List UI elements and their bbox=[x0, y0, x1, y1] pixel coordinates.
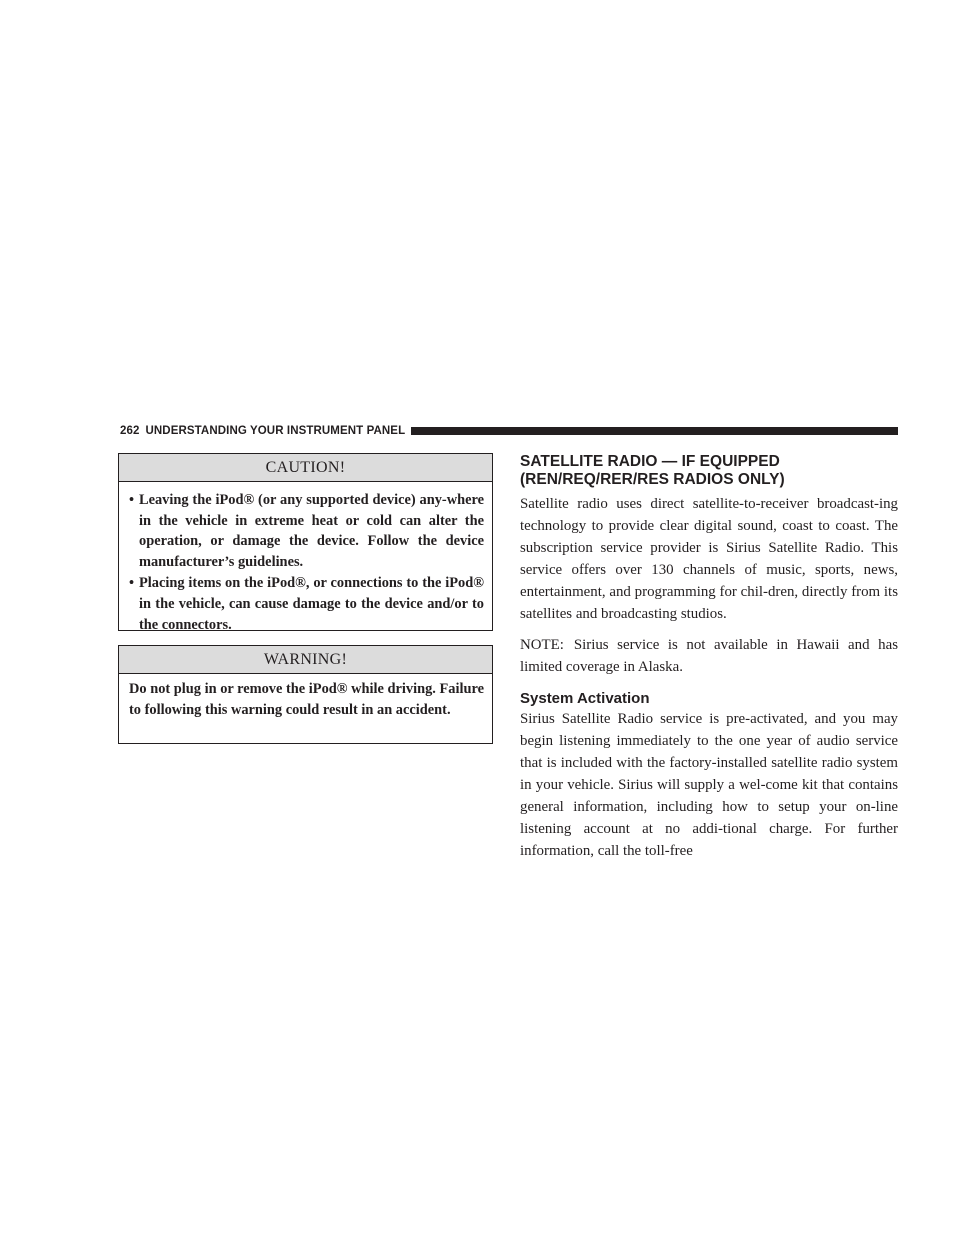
caution-bullet bbox=[129, 490, 484, 572]
caution-bullet-text: Leaving the iPod® (or any supported device) any-where in the vehicle in extreme heat or cold can alter the operation, or damage the device. Follow the device manufacturer’s guidelines. bbox=[139, 492, 484, 570]
intro-paragraph: Satellite radio uses direct satellite-to-receiver broadcast-ing technology to provide clear digital sound, coast to coast. The subscription service provider is Sirius Satellite Radio. This service offers over 130 channels of music, sports, news, entertainment, and programming for chil-dren, directly from its satellites and broadcasting studios. bbox=[520, 496, 898, 622]
note-paragraph bbox=[520, 634, 898, 678]
warning-text: Do not plug in or remove the iPod® while driving. Failure to following this warning could result in an accident. bbox=[129, 681, 484, 718]
subheading: System Activation bbox=[520, 690, 650, 707]
caution-bullet-text: Placing items on the iPod®, or connections to the iPod® in the vehicle, can cause damage to the device and/or to the connectors. bbox=[139, 575, 484, 633]
caution-body bbox=[119, 482, 492, 644]
warning-title: WARNING! bbox=[119, 646, 492, 674]
satellite-radio-section bbox=[520, 453, 898, 862]
activation-paragraph: Sirius Satellite Radio service is pre-activated, and you may begin listening immediately to the one year of audio service that is included with the factory-installed satellite radio system in your vehicle. Sirius will supply a wel-come kit that contains general information, including how to setup your on-line listening account at no addi-tional charge. For further information, call the toll-free bbox=[520, 711, 898, 859]
note-label: NOTE: bbox=[520, 637, 564, 653]
caution-box bbox=[118, 453, 493, 631]
header-rule bbox=[411, 427, 898, 435]
bullet-icon: • bbox=[129, 492, 135, 508]
bullet-icon: • bbox=[129, 575, 135, 592]
page-header bbox=[120, 423, 898, 439]
section-heading: SATELLITE RADIO — IF EQUIPPED (REN/REQ/RER/RES RADIOS ONLY) bbox=[520, 453, 785, 488]
warning-box bbox=[118, 645, 493, 744]
caution-title: CAUTION! bbox=[119, 454, 492, 482]
page-number: 262 bbox=[120, 425, 140, 437]
section-title: UNDERSTANDING YOUR INSTRUMENT PANEL bbox=[145, 425, 406, 437]
note-text: Sirius service is not available in Hawaii and has limited coverage in Alaska. bbox=[520, 637, 898, 675]
caution-bullet bbox=[129, 573, 484, 635]
